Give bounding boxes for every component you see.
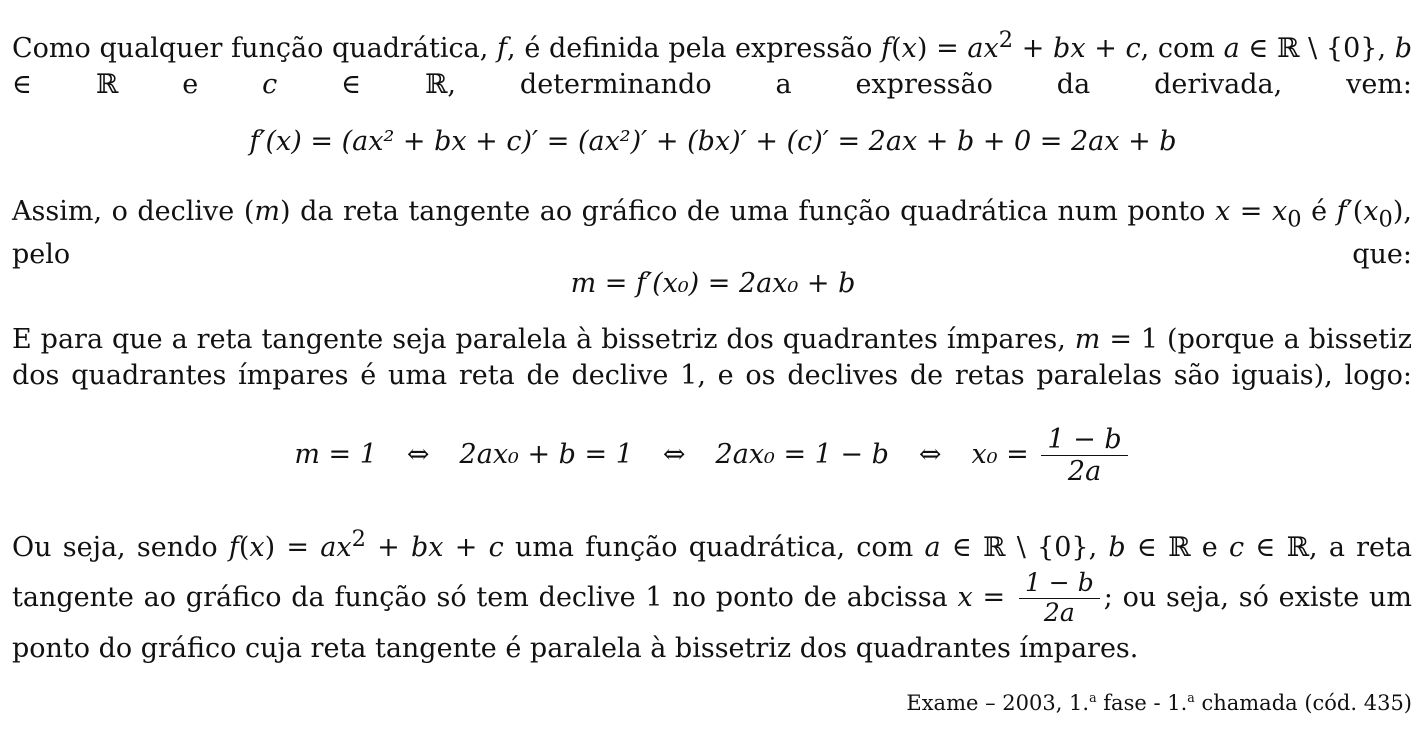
parallel-paragraph: E para que a reta tangente seja paralela à bissetriz dos quadrantes ímpares, m = 1 (porque a bissetiz dos quadrantes ímpares é uma reta de declive 1, e os declives de retas paralelas são iguais), logo: [12, 324, 1412, 391]
slope-paragraph: Assim, o declive (m) da reta tangente ao gráfico de uma função quadrática num ponto $x = x_0$ é $f'(x_0)$, pelo que: [12, 196, 1412, 271]
inline-fraction: $\frac{1 - b}{2a}$ [1019, 569, 1100, 628]
derivative-equation: f′(x) = (ax² + bx + c)′ = (ax²)′ + (bx)′ + (c)′ = 2ax + b + 0 = 2ax + b [249, 126, 1177, 157]
conclusion-paragraph: Ou seja, sendo $f(x) = ax^2$ + bx + c uma função quadrática, com a ∈ ℝ \ {0}, b ∈ ℝ e c ∈ ℝ, a reta tangente ao gráfico da função só tem declive 1 no ponto de abcissa x = $\frac{1 - b}{2a}$ ; ou seja, só existe um ponto do gráfico cuja reta tangente é paralela à bissetriz dos quadrantes ímpares. [12, 526, 1412, 664]
solve-equation: m = 1 ⇔ 2ax₀ + b = 1 ⇔ 2ax₀ = 1 − b ⇔ x₀ = $\frac{1 - b}{2a}$ [0, 424, 1426, 487]
intro-paragraph: Como qualquer função quadrática, f, é definida pela expressão $f(x) = ax^2$ + bx + c, com a ∈ ℝ \ {0}, b ∈ ℝ e c ∈ ℝ, determinando a expressão da derivada, vem: [12, 27, 1413, 100]
fraction: $\frac{1 - b}{2a}$ [1041, 424, 1127, 487]
exam-source-note: Exame – 2003, 1.$^a$ fase - 1.$^a$ chamada (cód. 435) [906, 690, 1412, 715]
slope-equation: m = f′(x₀) = 2ax₀ + b [570, 268, 856, 299]
